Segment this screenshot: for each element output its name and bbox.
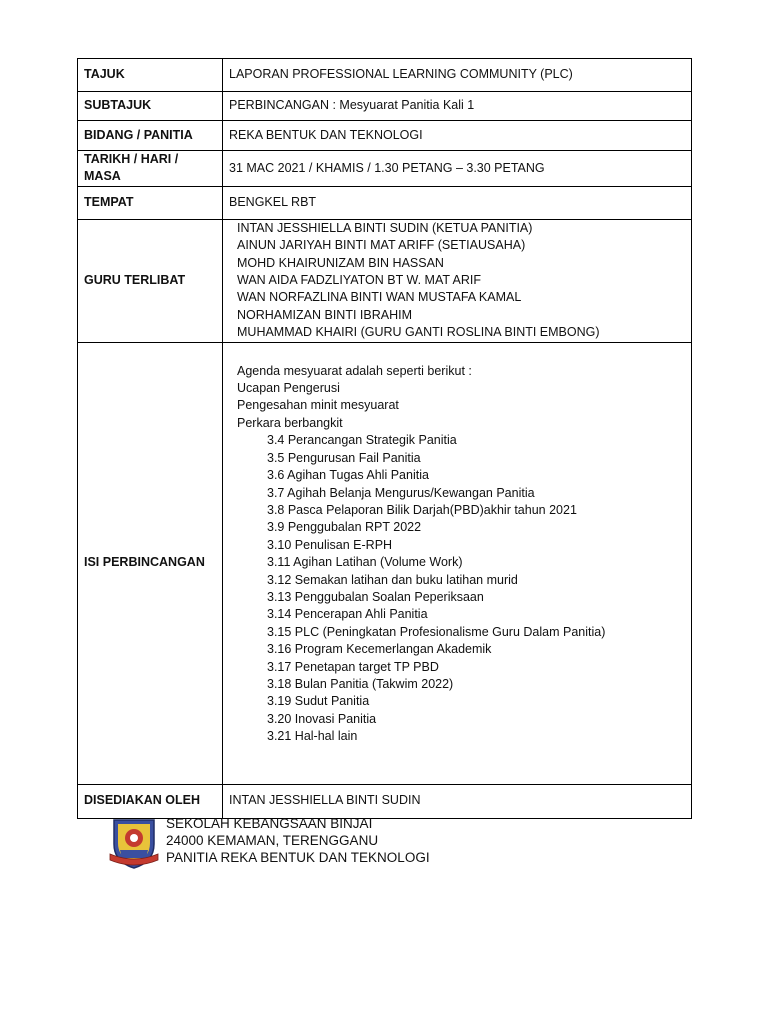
agenda-subitem: 3.4 Perancangan Strategik Panitia bbox=[267, 433, 457, 448]
label-disediakan-oleh: DISEDIAKAN OLEH bbox=[78, 784, 223, 818]
school-crest-icon bbox=[108, 814, 160, 870]
label-tarikh: TARIKH / HARI / MASA bbox=[78, 151, 223, 187]
row-subtajuk bbox=[78, 92, 692, 121]
agenda-subitem: 3.8 Pasca Pelaporan Bilik Darjah(PBD)akhir tahun 2021 bbox=[267, 502, 577, 517]
agenda-subitem: 3.13 Penggubalan Soalan Peperiksaan bbox=[267, 589, 484, 604]
teacher-name: WAN NORFAZLINA BINTI WAN MUSTAFA KAMAL bbox=[237, 290, 522, 305]
teacher-name: MOHD KHAIRUNIZAM BIN HASSAN bbox=[237, 255, 444, 270]
agenda-subitem: 3.6 Agihan Tugas Ahli Panitia bbox=[267, 468, 429, 483]
agenda-subitem: 3.11 Agihan Latihan (Volume Work) bbox=[267, 555, 463, 570]
agenda-list bbox=[229, 343, 685, 784]
label-tempat: TEMPAT bbox=[78, 186, 223, 219]
agenda-subitem: 3.15 PLC (Peningkatan Profesionalisme Guru Dalam Panitia) bbox=[267, 624, 606, 639]
school-name: SEKOLAH KEBANGSAAN BINJAI bbox=[166, 816, 373, 831]
row-isi-perbincangan bbox=[78, 342, 692, 784]
agenda-subitem: 3.9 Penggubalan RPT 2022 bbox=[267, 520, 422, 535]
value-guru-terlibat bbox=[223, 219, 692, 342]
teacher-name: MUHAMMAD KHAIRI (GURU GANTI ROSLINA BINTI EMBONG) bbox=[237, 325, 600, 340]
value-tajuk: LAPORAN PROFESSIONAL LEARNING COMMUNITY (PLC) bbox=[223, 59, 692, 92]
agenda-subitem: 3.10 Penulisan E-RPH bbox=[267, 537, 393, 552]
row-disediakan-oleh bbox=[78, 784, 692, 818]
agenda-subitem: 3.12 Semakan latihan dan buku latihan murid bbox=[267, 572, 518, 587]
label-bidang: BIDANG / PANITIA bbox=[78, 121, 223, 151]
teacher-name: NORHAMIZAN BINTI IBRAHIM bbox=[237, 307, 413, 322]
label-guru-terlibat: GURU TERLIBAT bbox=[78, 219, 223, 342]
value-bidang: REKA BENTUK DAN TEKNOLOGI bbox=[223, 121, 692, 151]
agenda-item: Perkara berbangkit bbox=[237, 415, 343, 430]
agenda-item: Pengesahan minit mesyuarat bbox=[237, 398, 399, 413]
label-isi-perbincangan: ISI PERBINCANGAN bbox=[78, 342, 223, 784]
value-tempat: BENGKEL RBT bbox=[223, 186, 692, 219]
label-tajuk: TAJUK bbox=[78, 59, 223, 92]
value-tarikh: 31 MAC 2021 / KHAMIS / 1.30 PETANG – 3.30 PETANG bbox=[223, 151, 692, 187]
panitia-name: PANITIA REKA BENTUK DAN TEKNOLOGI bbox=[166, 850, 430, 865]
value-disediakan-oleh: INTAN JESSHIELLA BINTI SUDIN bbox=[223, 784, 692, 818]
value-subtajuk: PERBINCANGAN : Mesyuarat Panitia Kali 1 bbox=[223, 92, 692, 121]
agenda-subitem: 3.19 Sudut Panitia bbox=[267, 694, 370, 709]
row-guru-terlibat bbox=[78, 219, 692, 342]
row-tempat bbox=[78, 186, 692, 219]
agenda-subitem: 3.18 Bulan Panitia (Takwim 2022) bbox=[267, 676, 454, 691]
label-subtajuk: SUBTAJUK bbox=[78, 92, 223, 121]
row-bidang bbox=[78, 121, 692, 151]
agenda-item: Ucapan Pengerusi bbox=[237, 381, 340, 396]
row-tarikh bbox=[78, 151, 692, 187]
report-table bbox=[77, 58, 692, 819]
teacher-name: INTAN JESSHIELLA BINTI SUDIN (KETUA PANITIA) bbox=[237, 220, 533, 235]
teacher-name: WAN AIDA FADZLIYATON BT W. MAT ARIF bbox=[237, 273, 482, 288]
agenda-subitem: 3.14 Pencerapan Ahli Panitia bbox=[267, 607, 428, 622]
row-tajuk bbox=[78, 59, 692, 92]
agenda-subitem: 3.21 Hal-hal lain bbox=[267, 729, 358, 744]
agenda-subitem: 3.5 Pengurusan Fail Panitia bbox=[267, 450, 421, 465]
agenda-subitem: 3.20 Inovasi Panitia bbox=[267, 711, 377, 726]
school-postal-address: 24000 KEMAMAN, TERENGGANU bbox=[166, 833, 379, 848]
agenda-intro: Agenda mesyuarat adalah seperti berikut : bbox=[237, 363, 472, 378]
school-address bbox=[166, 815, 526, 866]
teacher-name: AINUN JARIYAH BINTI MAT ARIFF (SETIAUSAHA) bbox=[237, 238, 526, 253]
agenda-subitem: 3.17 Penetapan target TP PBD bbox=[267, 659, 439, 674]
value-isi-perbincangan bbox=[223, 342, 692, 784]
agenda-subitem: 3.7 Agihah Belanja Mengurus/Kewangan Panitia bbox=[267, 485, 535, 500]
agenda-subitem: 3.16 Program Kecemerlangan Akademik bbox=[267, 642, 492, 657]
teacher-list bbox=[229, 220, 685, 342]
